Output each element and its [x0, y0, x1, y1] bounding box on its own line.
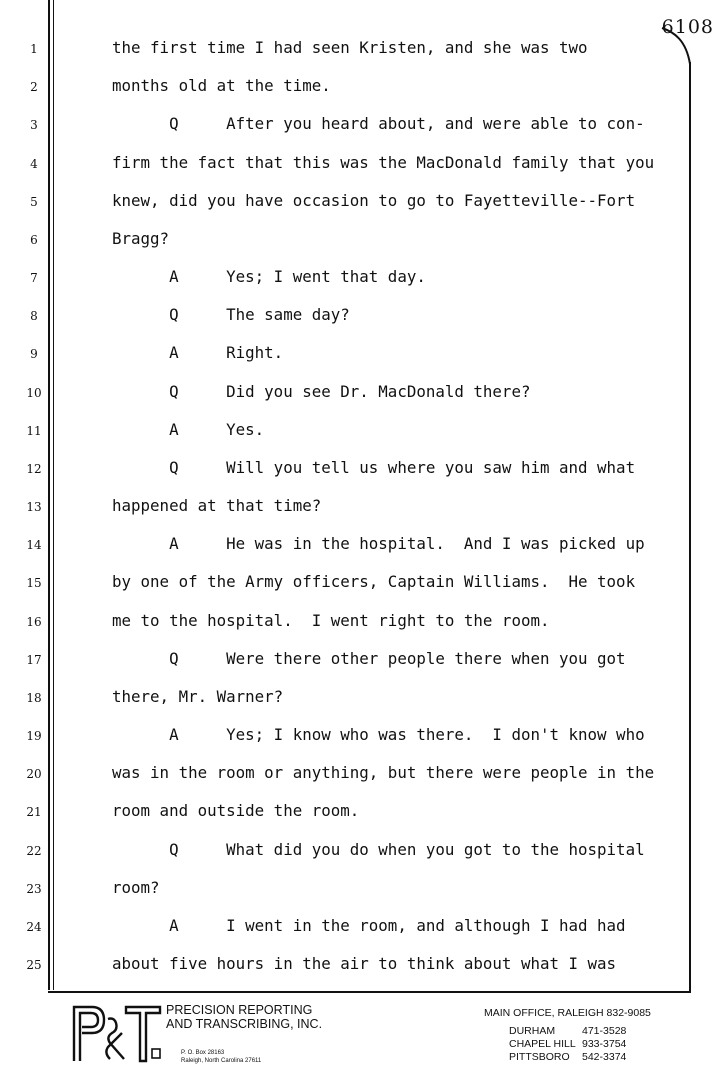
address-line1: P. O. Box 28163: [181, 1050, 225, 1056]
reporter-footer: [0, 995, 720, 1076]
office-name: DURHAM: [509, 1025, 556, 1037]
line-number: 16: [26, 614, 42, 629]
line-number: 14: [26, 538, 42, 553]
line-number: 3: [30, 118, 38, 133]
office-row: [509, 1025, 626, 1037]
line-number: 10: [26, 385, 42, 400]
transcript-line: the first time I had seen Kristen, and she was two: [112, 38, 588, 57]
company-name-line1: PRECISION REPORTING: [166, 1003, 313, 1017]
transcript-line: firm the fact that this was the MacDonald family that you: [112, 152, 655, 172]
address-line2: Raleigh, North Carolina 27611: [181, 1058, 262, 1064]
line-number: 5: [30, 194, 38, 209]
left-margin-rule-inner: [53, 0, 54, 990]
line-number: 18: [26, 690, 42, 705]
transcript-line: A He was in the hospital. And I was picked up: [112, 534, 645, 554]
transcript-line: room and outside the room.: [112, 801, 360, 821]
line-number: 12: [26, 461, 42, 476]
company-address: [181, 1049, 261, 1065]
transcript-line: room?: [112, 877, 160, 897]
line-number: 13: [26, 500, 42, 515]
company-logo: [70, 1003, 162, 1063]
transcript-line: knew, did you have occasion to go to Fayetteville--Fort: [112, 190, 636, 210]
line-number: 17: [26, 652, 42, 667]
transcript-line: Q The same day?: [112, 305, 350, 325]
page-number: 6108: [661, 16, 714, 38]
main-office: MAIN OFFICE, RALEIGH 832-9085: [484, 1007, 651, 1019]
company-name: [166, 1003, 322, 1031]
transcript-line: there, Mr. Warner?: [112, 686, 284, 706]
transcript-line: happened at that time?: [112, 496, 322, 516]
line-number: 2: [30, 80, 38, 95]
office-phone: 542-3374: [582, 1051, 627, 1063]
line-number: 4: [30, 156, 38, 171]
transcript-line: Bragg?: [112, 228, 170, 248]
transcript-line: Q Were there other people there when you got: [112, 648, 626, 668]
office-phone: 933-3754: [582, 1038, 627, 1050]
line-number: 20: [26, 767, 42, 782]
line-number: 7: [30, 271, 38, 286]
transcript-line: A Right.: [112, 343, 284, 363]
line-number: 25: [26, 958, 42, 973]
line-number: 15: [26, 576, 42, 591]
transcript-line: Q What did you do when you got to the hospital: [112, 839, 645, 859]
office-row: [509, 1051, 626, 1063]
transcript-line: by one of the Army officers, Captain Williams. He took: [112, 572, 636, 592]
line-number: 21: [26, 805, 42, 820]
office-name: PITTSBORO: [509, 1051, 570, 1063]
transcript-line: A Yes; I know who was there. I don't know who: [112, 725, 645, 745]
line-number: 23: [26, 881, 42, 896]
line-number: 9: [30, 347, 38, 362]
office-row: [509, 1038, 626, 1050]
line-number: 22: [26, 843, 42, 858]
transcript-line: A I went in the room, and although I had had: [112, 915, 626, 935]
left-margin-rule: [48, 0, 50, 990]
transcript-line: months old at the time.: [112, 76, 331, 96]
line-number: 6: [30, 232, 38, 247]
line-number: 8: [30, 309, 38, 324]
line-number: 19: [26, 729, 42, 744]
line-number: 24: [26, 919, 42, 934]
transcript-line: was in the room or anything, but there were people in the: [112, 763, 655, 783]
bottom-margin-rule: [48, 991, 691, 993]
transcript-line: Q Did you see Dr. MacDonald there?: [112, 381, 531, 401]
office-phone: 471-3528: [582, 1025, 627, 1037]
transcript-line: A Yes.: [112, 419, 265, 439]
transcript-line: Q Will you tell us where you saw him and what: [112, 457, 636, 477]
line-number: 11: [26, 423, 42, 438]
office-name: CHAPEL HILL: [509, 1038, 576, 1050]
transcript-line: me to the hospital. I went right to the room.: [112, 610, 550, 630]
transcript-line: Q After you heard about, and were able to con-: [112, 114, 645, 134]
transcript-line: about five hours in the air to think about what I was: [112, 954, 617, 974]
company-name-line2: AND TRANSCRIBING, INC.: [166, 1017, 323, 1031]
line-number: 1: [30, 42, 38, 56]
transcript-line: A Yes; I went that day.: [112, 267, 426, 287]
